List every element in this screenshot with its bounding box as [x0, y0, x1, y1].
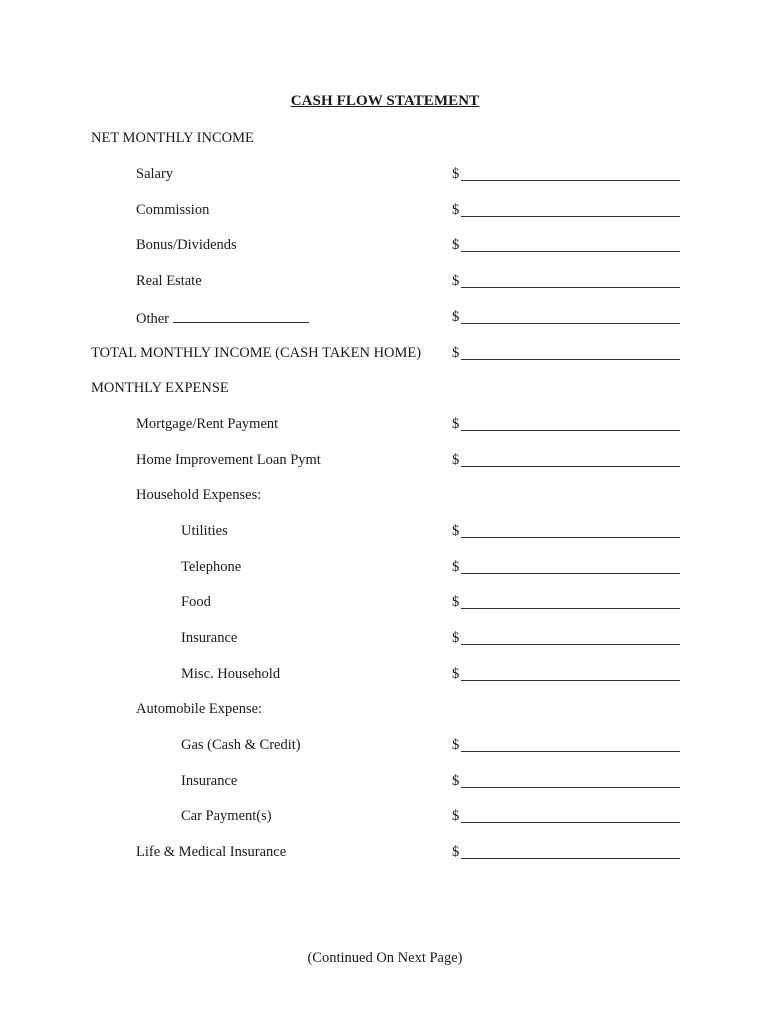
row-gas	[0, 736, 770, 756]
row-car-payment	[0, 807, 770, 827]
dollar-sign: $	[452, 523, 460, 539]
expense-heading-row	[0, 379, 770, 399]
blank-line	[461, 680, 680, 681]
label-telephone: Telephone	[181, 559, 242, 575]
blank-line	[461, 751, 680, 752]
gas-amount-field[interactable]	[452, 736, 680, 754]
blank-line	[461, 359, 680, 360]
row-household-insurance	[0, 629, 770, 649]
blank-line	[461, 216, 680, 217]
dollar-sign: $	[452, 202, 460, 218]
dollar-sign: $	[452, 559, 460, 575]
blank-line	[461, 251, 680, 252]
blank-line	[461, 858, 680, 859]
dollar-sign: $	[452, 630, 460, 646]
life-medical-amount-field[interactable]	[452, 843, 680, 861]
dollar-sign: $	[452, 737, 460, 753]
real-estate-amount-field[interactable]	[452, 272, 680, 290]
label-other	[136, 308, 309, 328]
dollar-sign: $	[452, 309, 460, 325]
blank-line	[461, 466, 680, 467]
subheading-automobile: Automobile Expense:	[136, 701, 263, 717]
row-salary	[0, 165, 770, 185]
row-bonus	[0, 236, 770, 256]
telephone-amount-field[interactable]	[452, 558, 680, 576]
dollar-sign: $	[452, 237, 460, 253]
label-total-monthly-income: TOTAL MONTHLY INCOME (CASH TAKEN HOME)	[91, 345, 422, 361]
label-misc-household: Misc. Household	[181, 666, 281, 682]
other-description-field[interactable]	[173, 308, 309, 323]
label-household-insurance: Insurance	[181, 630, 238, 646]
label-bonus-dividends: Bonus/Dividends	[136, 237, 237, 253]
dollar-sign: $	[452, 808, 460, 824]
utilities-amount-field[interactable]	[452, 522, 680, 540]
dollar-sign: $	[452, 666, 460, 682]
income-heading-row	[0, 129, 770, 149]
car-payment-amount-field[interactable]	[452, 807, 680, 825]
label-life-medical-insurance: Life & Medical Insurance	[136, 844, 287, 860]
section-heading-expense: MONTHLY EXPENSE	[91, 380, 229, 396]
salary-amount-field[interactable]	[452, 165, 680, 183]
automobile-heading-row	[0, 700, 770, 720]
label-gas: Gas (Cash & Credit)	[181, 737, 301, 753]
label-utilities: Utilities	[181, 523, 228, 539]
label-auto-insurance: Insurance	[181, 773, 238, 789]
dollar-sign: $	[452, 416, 460, 432]
blank-line	[461, 787, 680, 788]
mortgage-amount-field[interactable]	[452, 415, 680, 433]
label-salary: Salary	[136, 166, 174, 182]
total-income-amount-field[interactable]	[452, 344, 680, 362]
auto-insurance-amount-field[interactable]	[452, 772, 680, 790]
row-home-improvement	[0, 451, 770, 471]
row-misc-household	[0, 665, 770, 685]
page-title: CASH FLOW STATEMENT	[290, 93, 480, 109]
subheading-household: Household Expenses:	[136, 487, 262, 503]
dollar-sign: $	[452, 452, 460, 468]
home-improvement-amount-field[interactable]	[452, 451, 680, 469]
row-life-medical	[0, 843, 770, 863]
dollar-sign: $	[452, 273, 460, 289]
blank-line	[461, 822, 680, 823]
blank-line	[461, 573, 680, 574]
food-amount-field[interactable]	[452, 593, 680, 611]
commission-amount-field[interactable]	[452, 201, 680, 219]
blank-line	[461, 287, 680, 288]
bonus-amount-field[interactable]	[452, 236, 680, 254]
misc-household-amount-field[interactable]	[452, 665, 680, 683]
blank-line	[461, 644, 680, 645]
dollar-sign: $	[452, 844, 460, 860]
row-commission	[0, 201, 770, 221]
label-food: Food	[181, 594, 211, 610]
row-utilities	[0, 522, 770, 542]
dollar-sign: $	[452, 594, 460, 610]
dollar-sign: $	[452, 773, 460, 789]
continued-note: (Continued On Next Page)	[307, 950, 463, 966]
label-mortgage-rent: Mortgage/Rent Payment	[136, 416, 279, 432]
household-heading-row	[0, 486, 770, 506]
row-total-income	[0, 344, 770, 364]
blank-line	[461, 537, 680, 538]
household-insurance-amount-field[interactable]	[452, 629, 680, 647]
other-label-text: Other	[136, 311, 170, 327]
label-commission: Commission	[136, 202, 210, 218]
blank-line	[461, 180, 680, 181]
label-car-payment: Car Payment(s)	[181, 808, 272, 824]
row-mortgage	[0, 415, 770, 435]
row-real-estate	[0, 272, 770, 292]
row-other	[0, 308, 770, 328]
blank-line	[461, 608, 680, 609]
label-real-estate: Real Estate	[136, 273, 202, 289]
row-food	[0, 593, 770, 613]
row-auto-insurance	[0, 772, 770, 792]
other-amount-field[interactable]	[452, 308, 680, 326]
label-home-improvement: Home Improvement Loan Pymt	[136, 452, 321, 468]
dollar-sign: $	[452, 345, 460, 361]
blank-line	[461, 430, 680, 431]
dollar-sign: $	[452, 166, 460, 182]
row-telephone	[0, 558, 770, 578]
blank-line	[461, 323, 680, 324]
section-heading-income: NET MONTHLY INCOME	[91, 130, 254, 146]
